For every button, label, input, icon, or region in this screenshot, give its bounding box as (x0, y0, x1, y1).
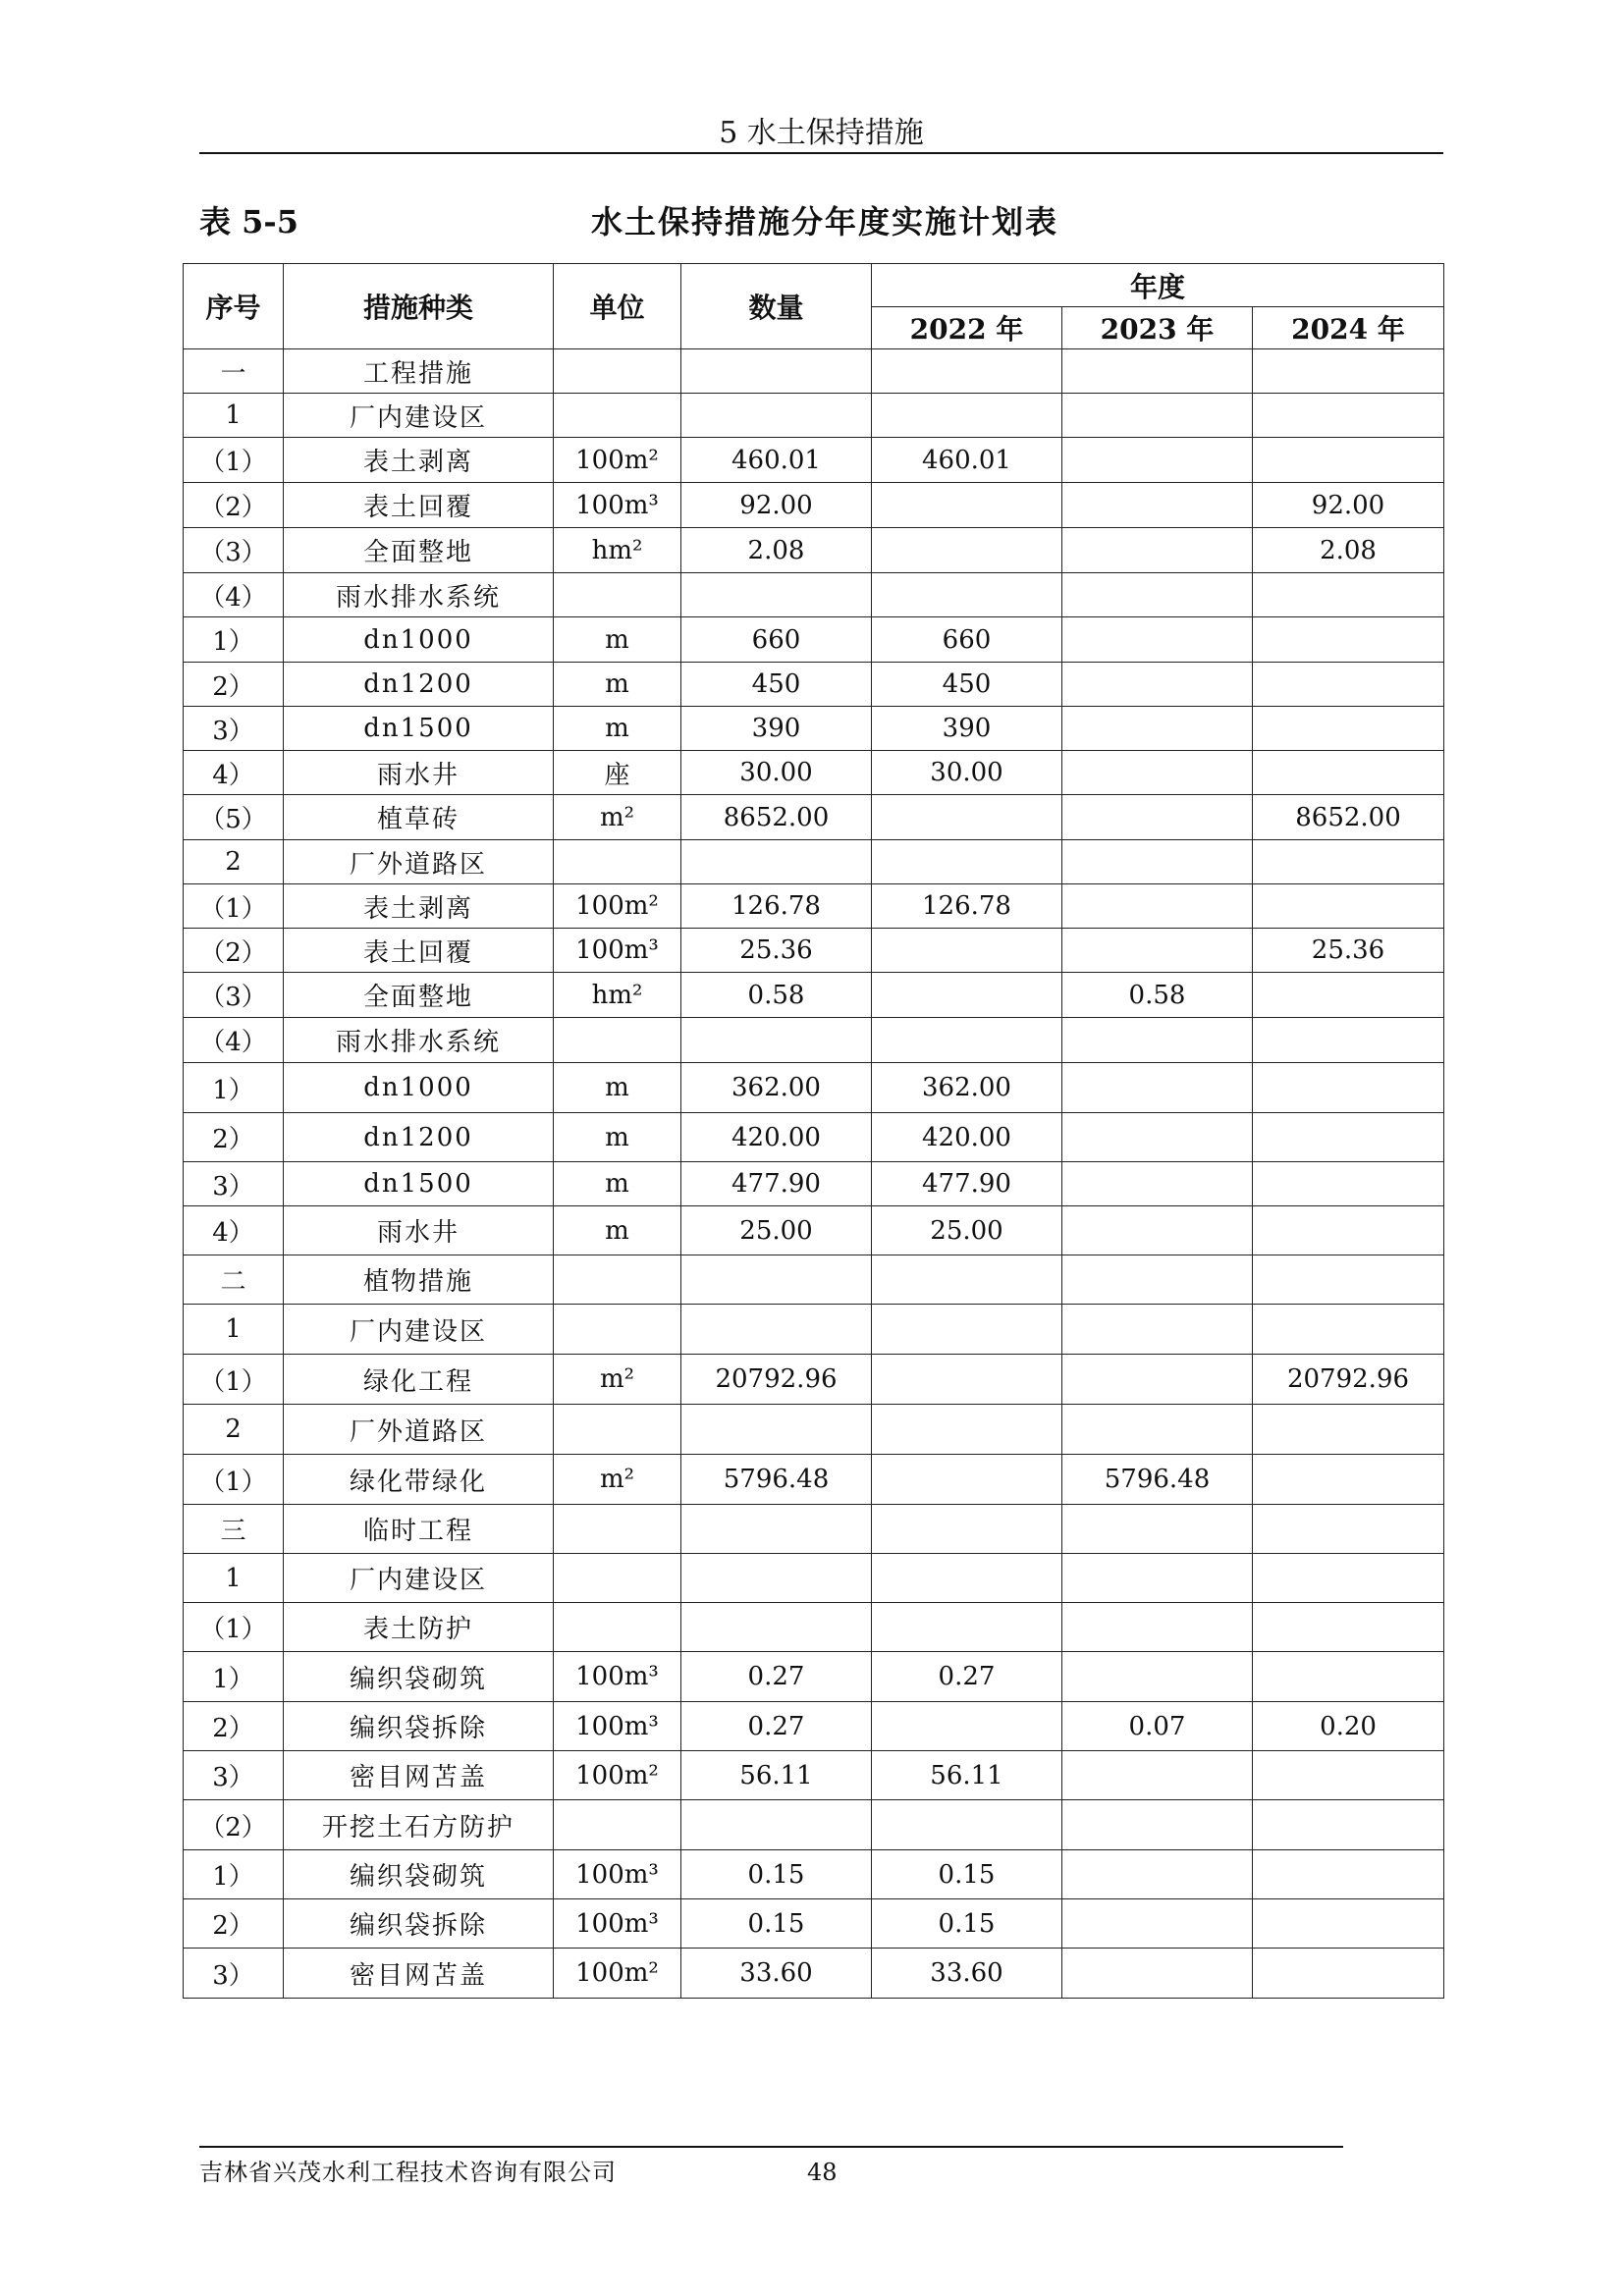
table-row (184, 1455, 1444, 1505)
cell-2023 (1062, 1949, 1253, 1999)
table-row (184, 1162, 1444, 1206)
cell-2023 (1062, 1751, 1253, 1800)
cell-2023 (1062, 1162, 1253, 1206)
cell-category: dn1200 (284, 1113, 554, 1162)
cell-quantity: 126.78 (681, 884, 872, 929)
cell-2023: 0.07 (1062, 1702, 1253, 1751)
cell-2023 (1062, 1063, 1253, 1113)
cell-category: 植物措施 (284, 1255, 554, 1305)
table-row (184, 1505, 1444, 1554)
cell-quantity: 92.00 (681, 483, 872, 528)
table-row (184, 1949, 1444, 1999)
table-row (184, 1206, 1444, 1255)
cell-quantity: 660 (681, 617, 872, 663)
header-unit: 单位 (554, 264, 681, 349)
table-row (184, 349, 1444, 394)
cell-seq: （4） (184, 573, 284, 617)
cell-2023 (1062, 349, 1253, 394)
cell-unit (554, 1603, 681, 1652)
cell-quantity (681, 349, 872, 394)
cell-quantity: 420.00 (681, 1113, 872, 1162)
cell-quantity: 390 (681, 707, 872, 751)
cell-seq: （1） (184, 1455, 284, 1505)
cell-unit: m (554, 617, 681, 663)
cell-quantity: 0.27 (681, 1702, 872, 1751)
table-row (184, 617, 1444, 663)
cell-2023 (1062, 795, 1253, 840)
cell-seq: （2） (184, 1800, 284, 1850)
cell-seq: 3） (184, 707, 284, 751)
cell-category: 厂内建设区 (284, 1554, 554, 1603)
cell-quantity: 0.15 (681, 1850, 872, 1899)
cell-seq: 2） (184, 1702, 284, 1751)
cell-2023 (1062, 1255, 1253, 1305)
cell-unit: m² (554, 795, 681, 840)
cell-category: 开挖土石方防护 (284, 1800, 554, 1850)
cell-seq: 三 (184, 1505, 284, 1554)
cell-seq: 2） (184, 1113, 284, 1162)
cell-2022: 390 (872, 707, 1062, 751)
cell-quantity: 30.00 (681, 751, 872, 795)
table-row (184, 1751, 1444, 1800)
cell-2023 (1062, 1800, 1253, 1850)
cell-unit: 100m² (554, 1751, 681, 1800)
cell-2024: 0.20 (1253, 1702, 1444, 1751)
cell-seq: 3） (184, 1751, 284, 1800)
cell-category: 表土剥离 (284, 884, 554, 929)
cell-2022 (872, 1800, 1062, 1850)
header-year-2023: 2023 年 (1062, 307, 1253, 349)
cell-2024 (1253, 707, 1444, 751)
cell-2024 (1253, 617, 1444, 663)
cell-2022 (872, 1505, 1062, 1554)
cell-2023 (1062, 617, 1253, 663)
cell-category: 全面整地 (284, 528, 554, 573)
table-head (184, 264, 1444, 349)
footer-rule (199, 2146, 1343, 2148)
cell-2023 (1062, 707, 1253, 751)
cell-quantity: 0.15 (681, 1899, 872, 1949)
cell-seq: （1） (184, 884, 284, 929)
cell-2022: 0.27 (872, 1652, 1062, 1702)
cell-2022: 0.15 (872, 1850, 1062, 1899)
cell-unit: 100m³ (554, 483, 681, 528)
cell-category: 绿化带绿化 (284, 1455, 554, 1505)
cell-quantity: 2.08 (681, 528, 872, 573)
cell-seq: （2） (184, 929, 284, 973)
cell-category: 编织袋拆除 (284, 1702, 554, 1751)
cell-2024: 8652.00 (1253, 795, 1444, 840)
cell-2022 (872, 840, 1062, 884)
cell-quantity (681, 1554, 872, 1603)
cell-unit (554, 1554, 681, 1603)
footer-company: 吉林省兴茂水利工程技术咨询有限公司 (199, 2159, 617, 2186)
table-row (184, 573, 1444, 617)
cell-seq: （1） (184, 438, 284, 483)
cell-unit (554, 1800, 681, 1850)
cell-quantity: 8652.00 (681, 795, 872, 840)
cell-seq: （2） (184, 483, 284, 528)
cell-2022: 25.00 (872, 1206, 1062, 1255)
cell-category: dn1000 (284, 617, 554, 663)
cell-2023 (1062, 1355, 1253, 1405)
cell-2024 (1253, 438, 1444, 483)
cell-category: 雨水排水系统 (284, 1018, 554, 1063)
cell-2023: 0.58 (1062, 973, 1253, 1018)
cell-unit: 100m³ (554, 1652, 681, 1702)
cell-seq: 1） (184, 617, 284, 663)
cell-quantity (681, 394, 872, 438)
table-row (184, 1018, 1444, 1063)
header-year-group: 年度 (872, 264, 1444, 307)
cell-seq: （4） (184, 1018, 284, 1063)
table-row (184, 707, 1444, 751)
cell-category: 植草砖 (284, 795, 554, 840)
cell-2024 (1253, 663, 1444, 707)
cell-category: 密目网苫盖 (284, 1949, 554, 1999)
cell-category: dn1500 (284, 707, 554, 751)
cell-unit (554, 840, 681, 884)
header-rule (199, 152, 1443, 154)
cell-unit: m (554, 663, 681, 707)
cell-seq: 1 (184, 1305, 284, 1355)
cell-2023 (1062, 1652, 1253, 1702)
cell-category: 表土防护 (284, 1603, 554, 1652)
cell-2024 (1253, 1455, 1444, 1505)
cell-quantity: 477.90 (681, 1162, 872, 1206)
header-row-1 (184, 264, 1444, 307)
cell-2023 (1062, 1505, 1253, 1554)
cell-2023 (1062, 840, 1253, 884)
cell-2024 (1253, 573, 1444, 617)
cell-2022 (872, 1554, 1062, 1603)
cell-seq: 3） (184, 1949, 284, 1999)
cell-quantity (681, 1255, 872, 1305)
cell-category: 雨水排水系统 (284, 573, 554, 617)
cell-seq: 1 (184, 394, 284, 438)
cell-2023 (1062, 1018, 1253, 1063)
cell-seq: 2） (184, 1899, 284, 1949)
table-row (184, 1305, 1444, 1355)
table-row (184, 1652, 1444, 1702)
cell-seq: 1） (184, 1652, 284, 1702)
cell-2024 (1253, 1800, 1444, 1850)
cell-2023 (1062, 1850, 1253, 1899)
cell-2022: 126.78 (872, 884, 1062, 929)
table-row (184, 1554, 1444, 1603)
cell-2024 (1253, 1018, 1444, 1063)
table-row (184, 1063, 1444, 1113)
cell-category: 编织袋拆除 (284, 1899, 554, 1949)
table-row (184, 483, 1444, 528)
cell-quantity (681, 1505, 872, 1554)
cell-seq: （5） (184, 795, 284, 840)
cell-2024 (1253, 1206, 1444, 1255)
cell-quantity: 56.11 (681, 1751, 872, 1800)
cell-seq: 一 (184, 349, 284, 394)
cell-category: dn1000 (284, 1063, 554, 1113)
table-row (184, 840, 1444, 884)
table-row (184, 1800, 1444, 1850)
cell-quantity: 20792.96 (681, 1355, 872, 1405)
cell-2024 (1253, 1063, 1444, 1113)
cell-2022 (872, 795, 1062, 840)
header-quantity: 数量 (681, 264, 872, 349)
table-row (184, 1603, 1444, 1652)
cell-category: 全面整地 (284, 973, 554, 1018)
cell-unit (554, 1255, 681, 1305)
cell-category: 厂内建设区 (284, 1305, 554, 1355)
table-number: 表 5-5 (199, 203, 298, 240)
cell-2022 (872, 528, 1062, 573)
cell-unit: m (554, 707, 681, 751)
cell-2023 (1062, 1305, 1253, 1355)
cell-quantity: 25.00 (681, 1206, 872, 1255)
cell-2022: 56.11 (872, 1751, 1062, 1800)
cell-quantity: 450 (681, 663, 872, 707)
cell-unit (554, 349, 681, 394)
table-row (184, 1702, 1444, 1751)
table-row (184, 438, 1444, 483)
cell-quantity: 5796.48 (681, 1455, 872, 1505)
cell-2024 (1253, 1949, 1444, 1999)
cell-2022: 33.60 (872, 1949, 1062, 1999)
cell-2023 (1062, 884, 1253, 929)
cell-unit: 100m³ (554, 1702, 681, 1751)
cell-2024 (1253, 394, 1444, 438)
cell-quantity (681, 840, 872, 884)
cell-seq: 1 (184, 1554, 284, 1603)
cell-2023 (1062, 1405, 1253, 1455)
cell-quantity (681, 1305, 872, 1355)
cell-seq: （3） (184, 528, 284, 573)
cell-unit: m (554, 1162, 681, 1206)
cell-2024 (1253, 1305, 1444, 1355)
cell-2024 (1253, 1255, 1444, 1305)
cell-quantity (681, 1800, 872, 1850)
cell-seq: （1） (184, 1603, 284, 1652)
cell-2022: 30.00 (872, 751, 1062, 795)
cell-2024: 25.36 (1253, 929, 1444, 973)
cell-2024 (1253, 1652, 1444, 1702)
cell-2022 (872, 1305, 1062, 1355)
cell-2022 (872, 483, 1062, 528)
cell-2024 (1253, 1751, 1444, 1800)
cell-category: dn1200 (284, 663, 554, 707)
cell-2022 (872, 394, 1062, 438)
cell-unit: m (554, 1206, 681, 1255)
cell-category: 编织袋砌筑 (284, 1652, 554, 1702)
cell-2022 (872, 1455, 1062, 1505)
cell-seq: 4） (184, 1206, 284, 1255)
cell-category: 临时工程 (284, 1505, 554, 1554)
cell-2022 (872, 573, 1062, 617)
table-row (184, 884, 1444, 929)
cell-unit (554, 573, 681, 617)
cell-category: 密目网苫盖 (284, 1751, 554, 1800)
cell-unit (554, 1505, 681, 1554)
cell-2022 (872, 1702, 1062, 1751)
header-year-2024: 2024 年 (1253, 307, 1444, 349)
cell-unit: hm² (554, 973, 681, 1018)
cell-2024 (1253, 1162, 1444, 1206)
header-category: 措施种类 (284, 264, 554, 349)
cell-2024 (1253, 840, 1444, 884)
table-row (184, 1899, 1444, 1949)
cell-2022: 477.90 (872, 1162, 1062, 1206)
cell-category: 厂外道路区 (284, 1405, 554, 1455)
cell-category: 工程措施 (284, 349, 554, 394)
cell-2024 (1253, 1505, 1444, 1554)
header-seq: 序号 (184, 264, 284, 349)
cell-unit: 100m³ (554, 1850, 681, 1899)
cell-category: 表土剥离 (284, 438, 554, 483)
cell-quantity: 25.36 (681, 929, 872, 973)
cell-2023 (1062, 483, 1253, 528)
cell-2024 (1253, 1899, 1444, 1949)
cell-unit (554, 1405, 681, 1455)
header-year-2022: 2022 年 (872, 307, 1062, 349)
cell-2024: 2.08 (1253, 528, 1444, 573)
cell-2023 (1062, 573, 1253, 617)
cell-2022: 0.15 (872, 1899, 1062, 1949)
cell-2024 (1253, 884, 1444, 929)
table-body (184, 349, 1444, 1999)
cell-unit: 100m² (554, 1949, 681, 1999)
table-row (184, 1255, 1444, 1305)
table-row (184, 1113, 1444, 1162)
table-row (184, 751, 1444, 795)
cell-quantity (681, 573, 872, 617)
cell-category: 编织袋砌筑 (284, 1850, 554, 1899)
cell-category: 表土回覆 (284, 483, 554, 528)
cell-seq: 4） (184, 751, 284, 795)
cell-2023 (1062, 1554, 1253, 1603)
cell-2023 (1062, 1899, 1253, 1949)
cell-2022 (872, 349, 1062, 394)
cell-quantity: 460.01 (681, 438, 872, 483)
cell-seq: （1） (184, 1355, 284, 1405)
table-row (184, 663, 1444, 707)
cell-quantity (681, 1018, 872, 1063)
cell-2023 (1062, 438, 1253, 483)
cell-unit (554, 1305, 681, 1355)
table-row (184, 528, 1444, 573)
cell-category: 表土回覆 (284, 929, 554, 973)
cell-2023 (1062, 394, 1253, 438)
cell-seq: （3） (184, 973, 284, 1018)
cell-unit: m² (554, 1355, 681, 1405)
table-row (184, 929, 1444, 973)
cell-2022 (872, 1018, 1062, 1063)
cell-2023 (1062, 929, 1253, 973)
table-row (184, 1405, 1444, 1455)
cell-quantity: 33.60 (681, 1949, 872, 1999)
cell-2024 (1253, 1405, 1444, 1455)
cell-2024: 92.00 (1253, 483, 1444, 528)
cell-2023 (1062, 1603, 1253, 1652)
cell-seq: 3） (184, 1162, 284, 1206)
cell-2024: 20792.96 (1253, 1355, 1444, 1405)
cell-2024 (1253, 349, 1444, 394)
cell-quantity (681, 1405, 872, 1455)
cell-2022: 420.00 (872, 1113, 1062, 1162)
cell-2023: 5796.48 (1062, 1455, 1253, 1505)
table-row (184, 1850, 1444, 1899)
table-row (184, 394, 1444, 438)
cell-seq: 1） (184, 1063, 284, 1113)
cell-unit: 座 (554, 751, 681, 795)
cell-2022 (872, 1603, 1062, 1652)
cell-quantity: 0.27 (681, 1652, 872, 1702)
page-number: 48 (807, 2159, 838, 2186)
cell-unit: m (554, 1063, 681, 1113)
page-header: 5 水土保持措施 (719, 116, 924, 150)
cell-seq: 2） (184, 663, 284, 707)
cell-2022: 362.00 (872, 1063, 1062, 1113)
cell-unit (554, 394, 681, 438)
cell-seq: 1） (184, 1850, 284, 1899)
cell-unit: 100m² (554, 884, 681, 929)
cell-seq: 二 (184, 1255, 284, 1305)
cell-2023 (1062, 663, 1253, 707)
cell-category: 厂内建设区 (284, 394, 554, 438)
cell-quantity: 362.00 (681, 1063, 872, 1113)
cell-2022 (872, 1255, 1062, 1305)
cell-2022 (872, 1405, 1062, 1455)
cell-unit: hm² (554, 528, 681, 573)
cell-seq: 2 (184, 840, 284, 884)
table-row (184, 1355, 1444, 1405)
cell-2022: 660 (872, 617, 1062, 663)
cell-category: 雨水井 (284, 751, 554, 795)
cell-2024 (1253, 1850, 1444, 1899)
cell-2024 (1253, 1603, 1444, 1652)
cell-category: 厂外道路区 (284, 840, 554, 884)
cell-2024 (1253, 973, 1444, 1018)
cell-quantity (681, 1603, 872, 1652)
cell-category: 雨水井 (284, 1206, 554, 1255)
cell-2024 (1253, 1113, 1444, 1162)
table-row (184, 973, 1444, 1018)
table-title: 水土保持措施分年度实施计划表 (590, 203, 1058, 240)
cell-2022 (872, 973, 1062, 1018)
cell-2023 (1062, 1206, 1253, 1255)
cell-unit (554, 1018, 681, 1063)
cell-category: 绿化工程 (284, 1355, 554, 1405)
cell-seq: 2 (184, 1405, 284, 1455)
cell-quantity: 0.58 (681, 973, 872, 1018)
cell-unit: 100m³ (554, 1899, 681, 1949)
cell-category: dn1500 (284, 1162, 554, 1206)
cell-2022: 460.01 (872, 438, 1062, 483)
cell-2024 (1253, 1554, 1444, 1603)
cell-2023 (1062, 528, 1253, 573)
cell-2022: 450 (872, 663, 1062, 707)
cell-2022 (872, 929, 1062, 973)
implementation-plan-table (183, 263, 1444, 1999)
cell-2024 (1253, 751, 1444, 795)
cell-unit: m (554, 1113, 681, 1162)
cell-2023 (1062, 751, 1253, 795)
cell-unit: 100m³ (554, 929, 681, 973)
table-row (184, 795, 1444, 840)
cell-2022 (872, 1355, 1062, 1405)
cell-unit: 100m² (554, 438, 681, 483)
cell-unit: m² (554, 1455, 681, 1505)
cell-2023 (1062, 1113, 1253, 1162)
